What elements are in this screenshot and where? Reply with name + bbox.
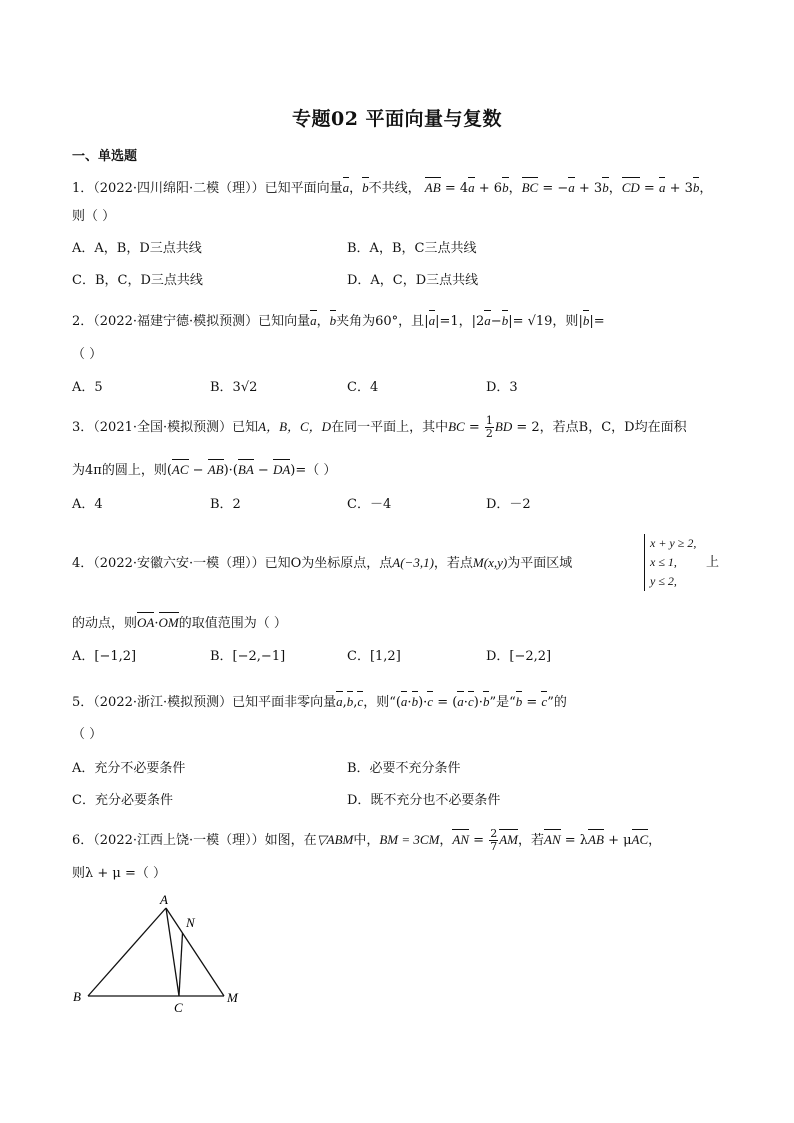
q4-option-c: C．[1,2] [347,649,401,664]
segment-ac [166,908,179,996]
question-2-line-2: （ ） [72,347,103,362]
q3-option-a: A．4 [72,497,103,512]
section-heading: 一、单选题 [72,149,138,164]
question-3-line-2: 为4π的圆上，则(AC − AB)·(BA − DA)=（ ） [72,458,336,480]
q1-option-a: A．A，B，D三点共线 [72,241,202,256]
q5-option-d: D．既不充分也不必要条件 [347,793,501,808]
question-1-line-2: 则（ ） [72,209,116,224]
q4-option-a: A．[−1,2] [72,649,137,664]
q1-option-c: C．B，C，D三点共线 [72,273,203,288]
question-4-line-1-tail: 上 [706,555,720,570]
q3-option-d: D．－2 [486,497,531,512]
label-a: A [160,892,168,907]
label-n: N [186,915,195,930]
label-c: C [174,1000,183,1015]
question-1-line-1: 1．（2022·四川绵阳·二模（理））已知平面向量a，b不共线， AB = 4a + 6b，BC = −a + 3b，CD = a + 3b， [72,176,712,198]
question-4-line-2: 的动点，则OA·OM的取值范围为（ ） [72,611,287,633]
question-5-line-2: （ ） [72,727,103,742]
q1-option-b: B．A，B，C三点共线 [347,241,477,256]
q3-option-b: B．2 [210,497,241,512]
q4-option-b: B．[−2,−1] [210,649,286,664]
question-5-line-1: 5．（2022·浙江·模拟预测）已知平面非零向量a,b,c，则“(a·b)·c = (a·c)·b”是“b = c”的 [72,690,567,712]
q2-option-d: D．3 [486,380,518,395]
question-6-line-2: 则λ + μ =（ ） [72,866,167,881]
label-m: M [227,990,238,1005]
q2-option-a: A．5 [72,380,103,395]
q5-option-b: B．必要不充分条件 [347,761,461,776]
question-3-line-1: 3．（2021·全国·模拟预测）已知A，B，C，D在同一平面上，其中BC = $\frac{1}{2}$ BD = 2，若点B，C，D均在面积 [72,414,687,440]
q3-option-c: C．－4 [347,497,392,512]
question-2-line-1: 2．（2022·福建宁德·模拟预测）已知向量a，b夹角为60°，且|a|=1，|2a−b|= √19，则|b|= [72,309,605,331]
triangle-figure [66,888,256,1020]
question-4-line-1: 4．（2022·安徽六安·一模（理））已知O为坐标原点，点A(−3,1)，若点M(x,y)为平面区域 [72,555,573,571]
inequality-system: x + y ≥ 2, x ≤ 1, y ≤ 2, [644,534,696,591]
q1-option-d: D．A，C，D三点共线 [347,273,479,288]
q5-option-c: C．充分必要条件 [72,793,173,808]
q2-option-c: C．4 [347,380,379,395]
question-6-line-1: 6．（2022·江西上饶·一模（理））如图，在▽ABM中，BM = 3CM，AN = $\frac{2}{7}$ AM，若AN = λAB + μAC， [72,827,662,853]
segment-am [166,908,224,996]
page-title: 专题02 平面向量与复数 [291,108,503,130]
label-b: B [73,989,81,1004]
q5-option-a: A．充分不必要条件 [72,761,186,776]
segment-nc [179,933,183,996]
segment-ab [88,908,166,996]
q2-option-b: B．3√2 [210,380,258,395]
q4-option-d: D．[−2,2] [486,649,552,664]
